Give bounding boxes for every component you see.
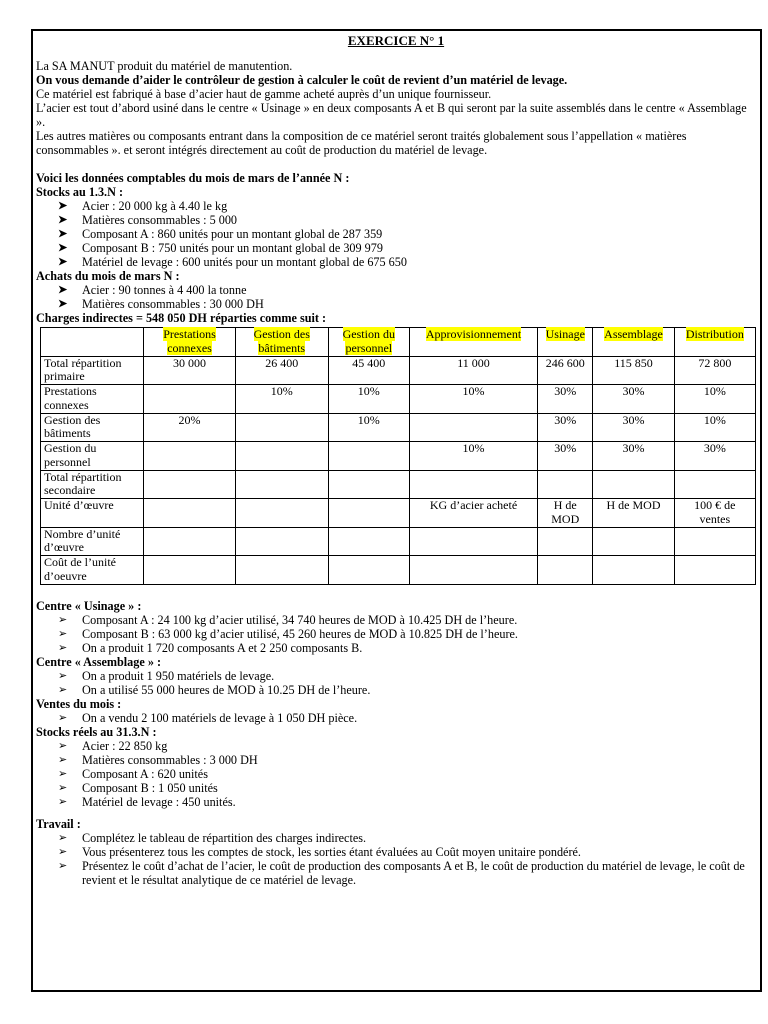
table-cell: 10% [235,385,328,414]
intro-line: La SA MANUT produit du matériel de manutention. [36,59,293,73]
donnees-heading: Voici les données comptables du mois de mars de l’année N : [36,171,350,185]
arrow-bullet-icon: ➢ [58,753,68,766]
table-cell: 100 € de ventes [674,499,755,528]
column-header: Distribution [674,328,755,357]
list-item: ➢ On a utilisé 55 000 heures de MOD à 10.25 DH de l’heure. [58,682,371,697]
stocks-initial-list [36,199,756,269]
table-cell: 20% [144,413,236,442]
arrow-bullet-icon: ➢ [58,795,68,808]
arrow-bullet-icon: ➢ [58,683,68,696]
list-item: ➢ Composant A : 24 100 kg d’acier utilisé, 34 740 heures de MOD à 10.425 DH de l’heure. [58,612,518,627]
travail-heading: Travail : [36,816,81,831]
list-item: ➤ Acier : 90 tonnes à 4 400 la tonne [58,283,247,297]
column-header: Usinage [538,328,593,357]
column-header: Approvisionnement [409,328,537,357]
table-cell [674,556,755,585]
table-cell [538,556,593,585]
table-row [41,470,756,499]
table-header-row [41,328,756,357]
table-cell [674,470,755,499]
arrow-bullet-icon: ➢ [58,669,68,682]
table-cell [593,556,674,585]
column-header: Assemblage [593,328,674,357]
table-cell: 26 400 [235,356,328,385]
row-label: Nombre d’unité d’œuvre [41,527,144,556]
repartition-table [40,327,756,585]
arrow-bullet-icon: ➢ [58,767,68,780]
arrow-bullet-icon: ➤ [58,200,68,212]
stocks-final-heading: Stocks réels au 31.3.N : [36,724,157,739]
assemblage-list [36,669,756,697]
usinage-heading: Centre « Usinage » : [36,598,142,613]
column-header: Gestion des bâtiments [235,328,328,357]
list-item: ➢ Composant B : 1 050 unités [58,780,218,795]
table-cell: 115 850 [593,356,674,385]
table-cell: 30% [538,385,593,414]
table-cell [144,385,236,414]
list-item: ➢ Composant B : 63 000 kg d’acier utilisé, 45 260 heures de MOD à 10.825 DH de l’heure. [58,626,518,641]
row-label: Gestion des bâtiments [41,413,144,442]
table-cell [328,442,409,471]
travail-list [36,831,756,887]
table-cell: 30% [674,442,755,471]
table-cell [144,527,236,556]
arrow-bullet-icon: ➢ [58,781,68,794]
table-cell [593,470,674,499]
table-cell [328,499,409,528]
table-cell [144,556,236,585]
row-label: Unité d’œuvre [41,499,144,528]
table-cell: 30% [538,442,593,471]
list-item: ➢ Présentez le coût d’achat de l’acier, le coût de production des composants A et B, le coût de production du matériel de levage, le coût de revient et le résultat analytique de ce matériel de levage. [58,858,745,887]
table-cell [593,527,674,556]
table-cell: 10% [409,385,537,414]
row-label: Prestations connexes [41,385,144,414]
table-cell [235,556,328,585]
arrow-bullet-icon: ➢ [58,859,68,872]
charges-heading: Charges indirectes = 548 050 DH réparties comme suit : [36,311,327,325]
row-label: Total répartition primaire [41,356,144,385]
table-cell: H de MOD [538,499,593,528]
column-header: Gestion du personnel [328,328,409,357]
table-cell: 45 400 [328,356,409,385]
table-cell [144,470,236,499]
table-cell [235,527,328,556]
table-cell: 10% [328,385,409,414]
table-cell: 30% [538,413,593,442]
row-label: Gestion du personnel [41,442,144,471]
ventes-heading: Ventes du mois : [36,696,122,711]
table-row [41,556,756,585]
arrow-bullet-icon: ➢ [58,845,68,858]
table-cell [144,499,236,528]
list-item: ➤ Matériel de levage : 600 unités pour un montant global de 675 650 [58,255,407,269]
table-cell: 30% [593,385,674,414]
assemblage-heading: Centre « Assemblage » : [36,654,162,669]
table-cell: 72 800 [674,356,755,385]
list-item: ➤ Matières consommables : 30 000 DH [58,297,264,311]
row-label: Total répartition secondaire [41,470,144,499]
table-row [41,527,756,556]
list-item: ➢ Matières consommables : 3 000 DH [58,752,258,767]
table-cell [328,556,409,585]
list-item: ➢ On a vendu 2 100 matériels de levage à 1 050 DH pièce. [58,710,358,725]
table-cell: KG d’acier acheté [409,499,537,528]
arrow-bullet-icon: ➢ [58,613,68,626]
table-cell: 246 600 [538,356,593,385]
list-item: ➢ On a produit 1 950 matériels de levage. [58,668,275,683]
list-item: ➤ Composant B : 750 unités pour un montant global de 309 979 [58,241,383,255]
list-item: ➤ Composant A : 860 unités pour un montant global de 287 359 [58,227,383,241]
list-item: ➢ On a produit 1 720 composants A et 2 250 composants B. [58,640,363,655]
page-title: EXERCICE N° 1 [347,33,445,48]
achats-heading: Achats du mois de mars N : [36,269,180,283]
arrow-bullet-icon: ➢ [58,627,68,640]
table-cell [538,470,593,499]
arrow-bullet-icon: ➢ [58,641,68,654]
list-item: ➤ Acier : 20 000 kg à 4.40 le kg [58,199,228,213]
table-cell: 11 000 [409,356,537,385]
ventes-list [36,711,756,725]
table-row [41,385,756,414]
document-body [36,34,756,887]
table-row [41,413,756,442]
arrow-bullet-icon: ➢ [58,739,68,752]
arrow-bullet-icon: ➤ [58,256,68,268]
arrow-bullet-icon: ➤ [58,284,68,296]
table-cell [235,499,328,528]
table-cell [409,413,537,442]
arrow-bullet-icon: ➢ [58,831,68,844]
table-cell [328,470,409,499]
table-cell: 10% [674,413,755,442]
table-cell [328,527,409,556]
table-cell [409,470,537,499]
table-cell: 10% [409,442,537,471]
arrow-bullet-icon: ➤ [58,298,68,310]
column-header: Prestations connexes [144,328,236,357]
list-item: ➢ Composant A : 620 unités [58,766,208,781]
table-corner-cell [41,328,144,357]
usinage-list [36,613,756,655]
intro-line: Ce matériel est fabriqué à base d’acier haut de gamme acheté auprès d’un unique fournisseur. [36,87,492,101]
table-cell [409,556,537,585]
table-cell: 30% [593,413,674,442]
intro-line: Les autres matières ou composants entrant dans la composition de ce matériel seront traités globalement sous l’appellation « matières consommables ». et seront intégrés directement au coût de production du matériel de levage. [36,129,687,157]
arrow-bullet-icon: ➤ [58,242,68,254]
list-item: ➢ Matériel de levage : 450 unités. [58,794,236,809]
stocks-initial-heading: Stocks au 1.3.N : [36,185,124,199]
table-cell: 10% [328,413,409,442]
intro-line: On vous demande d’aider le contrôleur de gestion à calculer le coût de revient d’un matériel de levage. [36,73,568,87]
table-cell: 30 000 [144,356,236,385]
list-item: ➤ Matières consommables : 5 000 [58,213,238,227]
intro-section [36,59,756,157]
table-cell [235,470,328,499]
achats-list [36,283,756,311]
stocks-final-list [36,739,756,809]
table-cell [409,527,537,556]
intro-line: L’acier est tout d’abord usiné dans le centre « Usinage » en deux composants A et B qui seront par la suite assemblés dans le centre « Assemblage ». [36,101,747,129]
table-cell: 10% [674,385,755,414]
list-item: ➢ Vous présenterez tous les comptes de stock, les sorties étant évaluées au Coût moyen unitaire pondéré. [58,844,581,859]
table-cell [144,442,236,471]
arrow-bullet-icon: ➤ [58,214,68,226]
table-row [41,442,756,471]
table-row [41,356,756,385]
table-cell [538,527,593,556]
table-cell: H de MOD [593,499,674,528]
list-item: ➢ Complétez le tableau de répartition des charges indirectes. [58,830,367,845]
arrow-bullet-icon: ➢ [58,711,68,724]
arrow-bullet-icon: ➤ [58,228,68,240]
table-cell [235,413,328,442]
table-row [41,499,756,528]
table-cell: 30% [593,442,674,471]
list-item: ➢ Acier : 22 850 kg [58,738,168,753]
table-cell [235,442,328,471]
table-cell [674,527,755,556]
row-label: Coût de l’unité d’oeuvre [41,556,144,585]
